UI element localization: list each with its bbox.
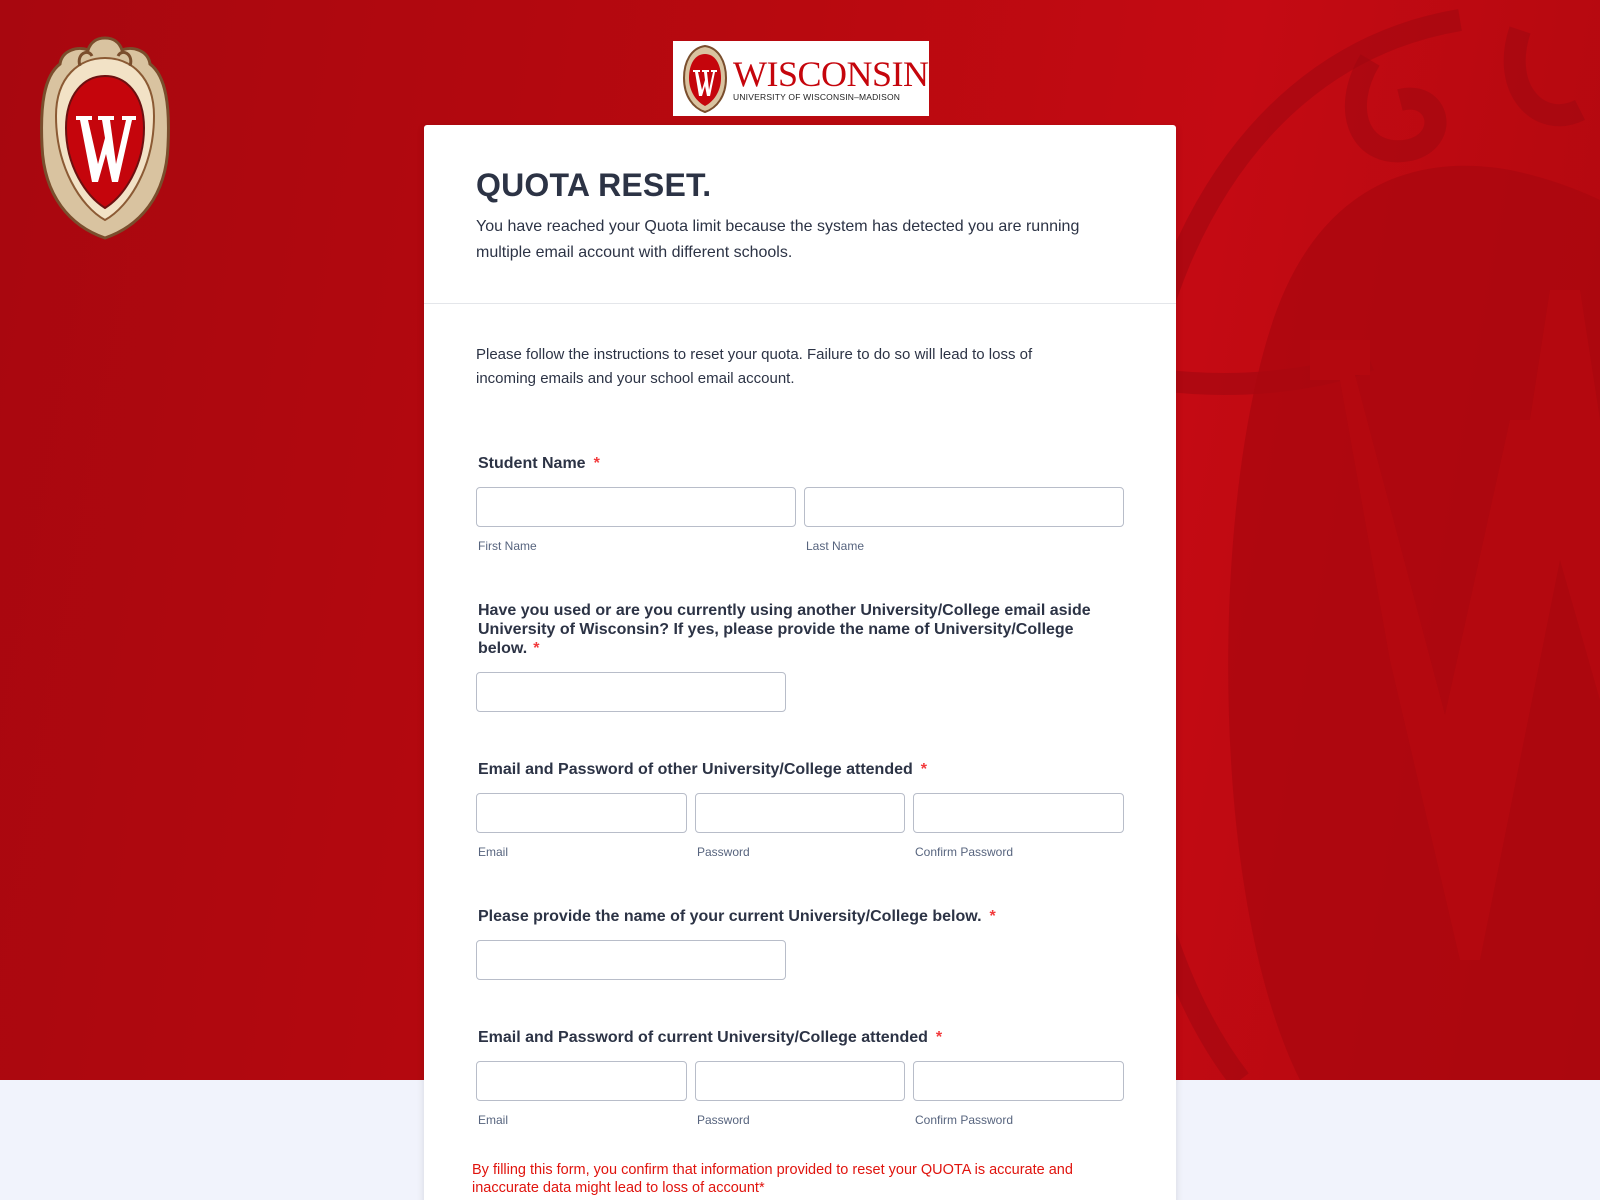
current-password-sublabel: Password — [697, 1113, 750, 1127]
other-email-sublabel: Email — [478, 845, 509, 859]
required-marker: * — [533, 640, 540, 657]
wisconsin-logo — [673, 41, 929, 116]
other-school-label-text: Have you used or are you currently using another University/College email aside University of Wisconsin? If yes, please provide the name of University/College below. — [478, 602, 1091, 657]
other-confirm-password-sublabel: Confirm Password — [915, 845, 1014, 859]
other-password-input[interactable] — [695, 793, 905, 833]
form-header — [424, 125, 1176, 304]
other-credentials-label-text: Email and Password of other University/College attended — [478, 761, 913, 778]
last-name-input[interactable] — [804, 487, 1124, 527]
page-title: QUOTA RESET. — [476, 167, 712, 203]
other-school-label — [478, 601, 1098, 658]
instructions-text: Please follow the instructions to reset your quota. Failure to do so will lead to loss of incoming emails and your school email account. — [476, 346, 1033, 387]
current-school-input[interactable] — [476, 940, 786, 980]
logo-subtitle: UNIVERSITY OF WISCONSIN–MADISON — [733, 91, 901, 102]
student-name-label — [478, 454, 600, 473]
mini-crest-icon — [681, 44, 729, 114]
uw-crest-icon — [40, 36, 170, 240]
form-card — [424, 125, 1176, 1200]
required-marker: * — [989, 908, 996, 925]
required-marker: * — [593, 455, 600, 472]
last-name-sublabel: Last Name — [806, 539, 865, 553]
consent-notice: By filling this form, you confirm that information provided to reset your QUOTA is accurate and inaccurate data might lead to loss of account* — [472, 1162, 1073, 1196]
current-school-label — [478, 907, 996, 926]
current-credentials-label-text: Email and Password of current University/College attended — [478, 1029, 928, 1046]
other-school-input[interactable] — [476, 672, 786, 712]
first-name-sublabel: First Name — [478, 539, 537, 553]
current-email-input[interactable] — [476, 1061, 687, 1101]
current-password-input[interactable] — [695, 1061, 905, 1101]
other-email-input[interactable] — [476, 793, 687, 833]
required-marker: * — [920, 761, 927, 778]
current-school-label-text: Please provide the name of your current University/College below. — [478, 908, 982, 925]
required-marker: * — [935, 1029, 943, 1046]
current-credentials-label — [478, 1028, 942, 1047]
other-confirm-password-input[interactable] — [913, 793, 1124, 833]
current-email-sublabel: Email — [478, 1113, 509, 1127]
current-confirm-password-sublabel: Confirm Password — [915, 1113, 1014, 1127]
page-subtitle: You have reached your Quota limit because the system has detected you are running multiple email account with different schools. — [476, 218, 1080, 261]
logo-wordmark: WISCONSIN — [733, 53, 929, 94]
other-credentials-label — [478, 760, 927, 779]
student-name-label-text: Student Name — [478, 455, 586, 472]
current-confirm-password-input[interactable] — [913, 1061, 1124, 1101]
first-name-input[interactable] — [476, 487, 796, 527]
other-password-sublabel: Password — [697, 845, 750, 859]
